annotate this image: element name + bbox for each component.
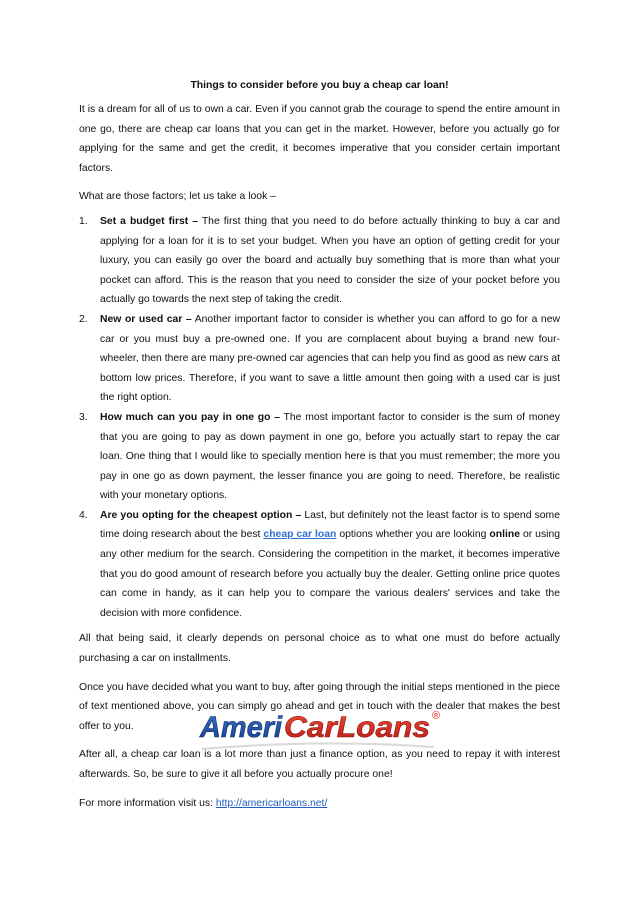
list-item-heading: Set a budget first – xyxy=(100,215,199,227)
registered-mark: ® xyxy=(432,710,441,722)
list-item-text: The first thing that you need to do before actually thinking to buy a car and applying for a loan for it is to set your budget. When you have an option of getting credit for your luxury, you can easily go over the board and actually buy something that is more than what your pocket can afford. This is the reason that you need to consider the size of your pocket before you actually go towards the next step of taking the credit. xyxy=(100,215,561,306)
intro-paragraph: It is a dream for all of us to own a car. Even if you cannot grab the courage to spend the entire amount in one go, there are cheap car loans that you can get in the market. However, before you actually go for applying for the same and get the credit, it becomes imperative that you consider certain important factors. xyxy=(79,104,560,174)
list-item-heading: New or used car – xyxy=(100,313,192,325)
americarloans-logo xyxy=(198,703,448,763)
list-item xyxy=(79,506,560,624)
list-item-text: Last, but definitely not the least factor is to spend some time doing research about the best xyxy=(100,509,560,541)
list-item xyxy=(79,212,560,310)
logo-carloans-text: CarLoans xyxy=(284,711,430,744)
logo-ameri-text: Ameri xyxy=(199,711,283,744)
document-title: Things to consider before you buy a cheap car loan! xyxy=(190,80,449,91)
list-item-number: 4. xyxy=(79,509,88,521)
list-item-text: or using any other medium for the search. Considering the competition in the market, it becomes imperative that you do good amount of research before you actually buy the dealer. Getting online price quotes can come in handy, as it can help you to compare the various dealers' services and take the decision with more confidence. xyxy=(100,529,561,619)
lead-paragraph: What are those factors; let us take a look – xyxy=(79,191,276,203)
online-emphasis: online xyxy=(489,529,520,541)
paragraph-after-all: After all, a cheap car loan is a lot more than just a finance option, as you need to repay it with interest afterwards. So, be sure to give it all before you actually procure one! xyxy=(79,749,560,780)
logo-swoosh xyxy=(202,743,434,749)
list-item-number: 2. xyxy=(79,313,88,325)
cheap-car-loan-link[interactable]: cheap car loan xyxy=(263,529,337,541)
list-item-heading: How much can you pay in one go – xyxy=(100,411,280,423)
list-item-text: The most important factor to consider is the sum of money that you are going to pay as down payment in one go, before you actually start to repay the car loan. One thing that I would like to specially mention here is that you must remember; the more you pay in one go as down payment, the lesser finance you are going to need. Therefore, be realistic with your monetary options. xyxy=(100,411,560,502)
paragraph-choice: All that being said, it clearly depends on personal choice as to what one must do before actually purchasing a car on installments. xyxy=(79,633,560,665)
website-link[interactable]: http://americarloans.net/ xyxy=(215,797,328,809)
more-info-paragraph xyxy=(79,794,560,814)
list-item xyxy=(79,408,560,506)
paragraph-decided: Once you have decided what you want to buy, after going through the initial steps mentioned in the piece of text mentioned above, you can simply go ahead and get in touch with the dealer that makes the best offer to you. xyxy=(79,681,560,732)
more-info-label: For more information visit us: xyxy=(79,797,216,809)
list-item-text: Another important factor to consider is whether you can afford to go for a new car or you must buy a pre-owned one. If you are complacent about buying a brand new four-wheeler, then there are many pre-owned car agencies that can help you find as good as new cars at bottom low prices. Therefore, if you want to save a little amount then going with a used car is just the right option. xyxy=(100,313,560,404)
list-item-number: 1. xyxy=(79,215,88,227)
list-item-text: options whether you are looking xyxy=(336,529,490,541)
factors-list xyxy=(79,212,560,623)
list-item xyxy=(79,310,560,408)
list-item-number: 3. xyxy=(79,411,88,423)
list-item-heading: Are you opting for the cheapest option – xyxy=(100,509,302,521)
